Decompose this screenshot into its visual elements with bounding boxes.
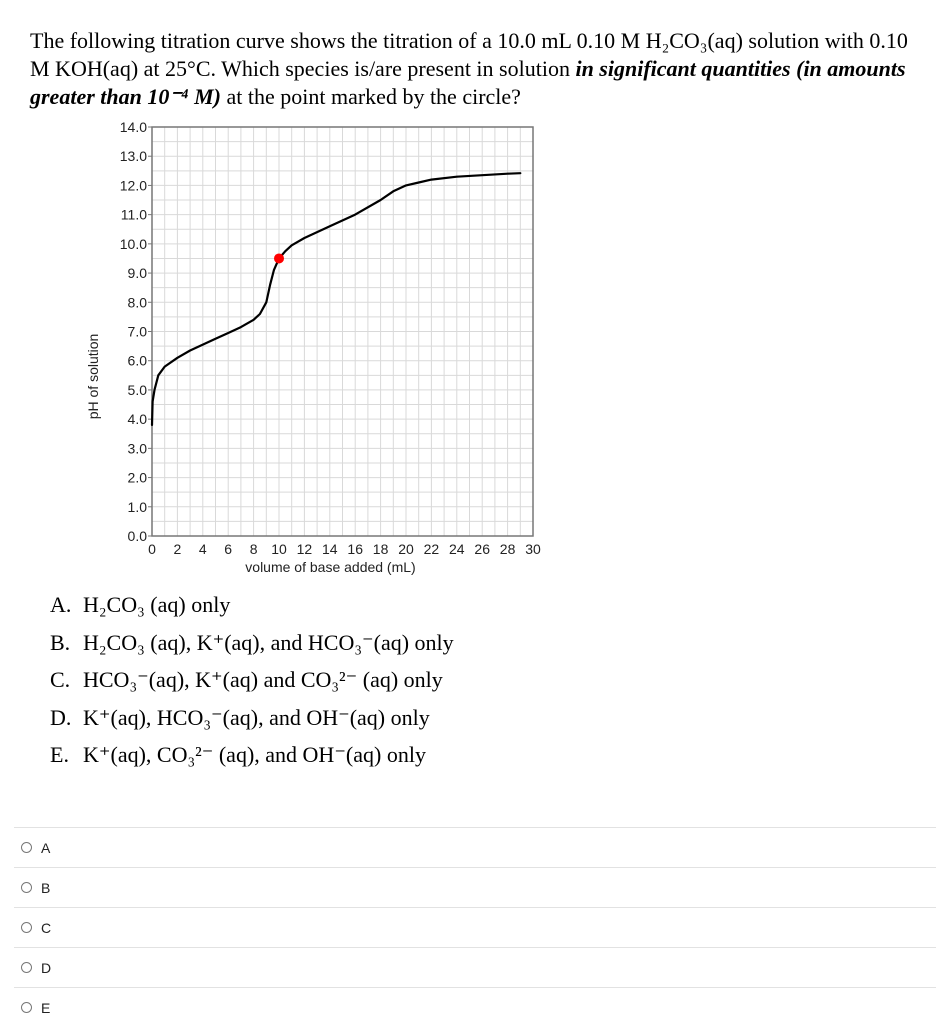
x-tick-label: 10 <box>271 541 287 557</box>
y-axis-label: pH of solution <box>85 333 101 420</box>
choice-text: K⁺(aq), HCO₃⁻(aq), and OH⁻(aq) only <box>83 704 430 730</box>
x-axis-label: volume of base added (mL) <box>245 559 416 575</box>
answer-choice-d <box>50 703 454 741</box>
y-tick-label: 3.0 <box>127 440 147 457</box>
x-tick-label: 18 <box>372 541 389 557</box>
question-part-3: at the point marked by the circle? <box>221 84 521 109</box>
y-tick-label: 10.0 <box>119 235 147 252</box>
answer-choice-c <box>50 665 454 703</box>
radio-option-label[interactable]: E <box>41 999 51 1016</box>
radio-option-label[interactable]: C <box>41 919 52 936</box>
choice-letter: A. <box>50 592 72 617</box>
choice-letter: B. <box>50 629 71 655</box>
y-tick-label: 7.0 <box>127 323 147 340</box>
radio-button-icon[interactable] <box>21 922 32 933</box>
choice-text: HCO₃⁻(aq), K⁺(aq) and CO₃²⁻ (aq) only <box>83 667 443 692</box>
x-tick-label: 22 <box>423 541 440 557</box>
y-tick-label: 4.0 <box>127 411 147 428</box>
y-tick-label: 5.0 <box>127 381 147 398</box>
y-tick-label: 6.0 <box>127 352 147 369</box>
answer-choices <box>50 590 454 778</box>
choice-letter: E. <box>50 742 69 767</box>
y-tick-label: 8.0 <box>127 294 147 311</box>
answer-choice-e <box>50 740 454 778</box>
y-tick-label: 9.0 <box>127 265 147 282</box>
titration-curve-line <box>152 173 520 425</box>
choice-text: H₂CO₃ (aq) only <box>83 592 231 617</box>
choice-text: H₂CO₃ (aq), K⁺(aq), and HCO₃⁻(aq) only <box>83 629 454 655</box>
answer-choice-b <box>50 628 454 666</box>
x-tick-label: 26 <box>474 541 490 557</box>
x-tick-label: 20 <box>398 541 414 557</box>
question-text <box>30 27 930 111</box>
y-tick-labels <box>120 119 152 544</box>
radio-option-label[interactable]: B <box>41 879 51 896</box>
y-tick-label: 14.0 <box>119 119 147 135</box>
answer-choice-a <box>50 590 454 628</box>
question-part-1: The following titration curve shows the titration of a 10.0 mL 0.10 M H₂CO₃(aq) solution with 0.10 M KOH(aq) at 25°C. Which species is/are present in solution <box>30 28 908 81</box>
x-tick-label: 16 <box>347 541 363 557</box>
y-tick-label: 1.0 <box>127 498 147 515</box>
choice-letter: C. <box>50 667 71 692</box>
radio-button-icon[interactable] <box>21 882 32 893</box>
titration-chart <box>80 118 550 580</box>
y-tick-label: 0.0 <box>127 528 147 544</box>
x-tick-label: 30 <box>525 541 541 557</box>
x-tick-label: 12 <box>296 541 313 557</box>
marked-point-circle <box>274 253 284 263</box>
y-tick-label: 11.0 <box>120 206 147 223</box>
radio-button-icon[interactable] <box>21 842 32 853</box>
radio-option-b[interactable] <box>14 867 936 907</box>
y-tick-label: 13.0 <box>119 148 147 165</box>
choice-letter: D. <box>50 704 72 730</box>
x-tick-label: 2 <box>173 541 182 557</box>
radio-option-d[interactable] <box>14 947 936 987</box>
radio-option-a[interactable] <box>14 827 936 867</box>
x-tick-label: 8 <box>249 541 258 557</box>
x-tick-label: 14 <box>322 541 338 557</box>
x-tick-label: 4 <box>198 541 207 557</box>
x-tick-labels <box>148 541 541 557</box>
y-tick-label: 2.0 <box>127 469 147 486</box>
x-tick-label: 6 <box>224 541 233 557</box>
x-tick-label: 24 <box>449 541 465 557</box>
radio-button-icon[interactable] <box>21 962 32 973</box>
radio-option-e[interactable] <box>14 987 936 1027</box>
y-tick-label: 12.0 <box>119 177 147 194</box>
radio-option-c[interactable] <box>14 907 936 947</box>
radio-options <box>14 827 936 1027</box>
x-tick-label: 28 <box>499 541 516 557</box>
question-emphasis: in significant quantities (in amounts greater than 10⁻⁴ M) <box>30 56 906 109</box>
radio-button-icon[interactable] <box>21 1002 32 1013</box>
radio-option-label[interactable]: A <box>41 839 51 856</box>
radio-option-label[interactable]: D <box>41 959 52 976</box>
chart-grid <box>152 127 533 536</box>
choice-text: K⁺(aq), CO₃²⁻ (aq), and OH⁻(aq) only <box>83 742 426 767</box>
x-tick-label: 0 <box>148 541 156 557</box>
